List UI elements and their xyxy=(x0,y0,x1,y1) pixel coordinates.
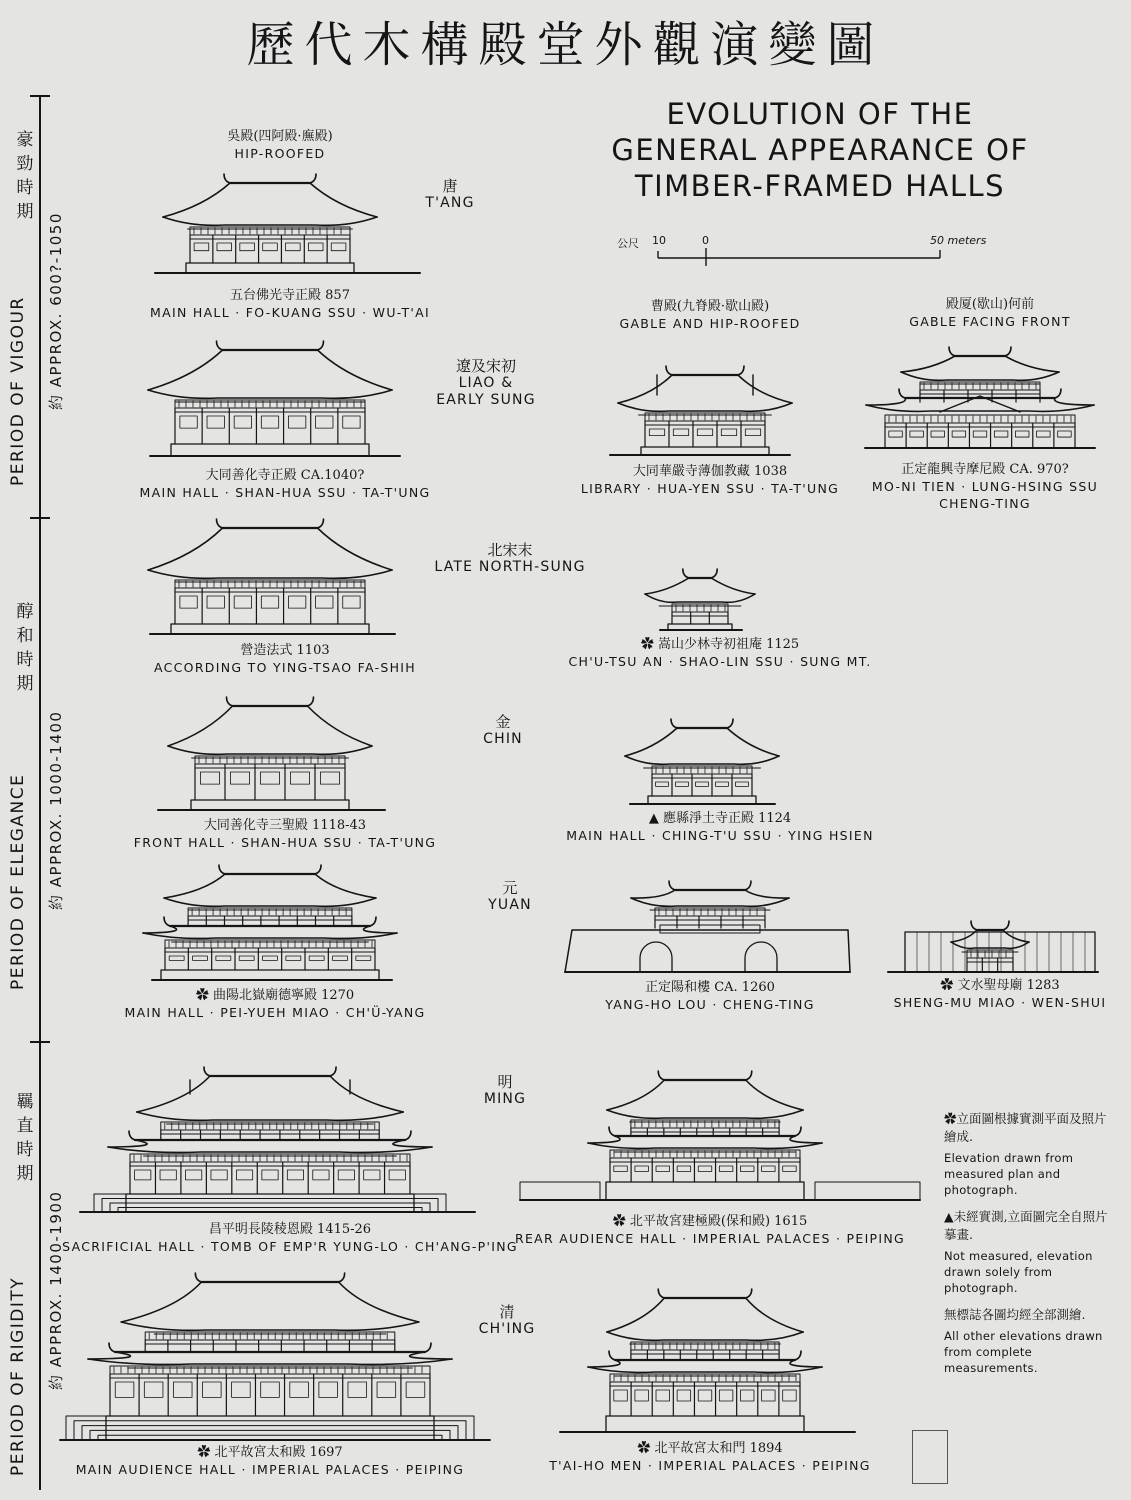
elevation-yang-ho-lou xyxy=(565,881,850,972)
dynasty-late-north-sung xyxy=(430,542,590,576)
dynasty-chin-cn: 金 xyxy=(495,713,511,731)
dynasty-chin xyxy=(443,714,563,748)
caption-chu-tsu-an-en: CH'U-TSU AN · SHAO-LIN SSU · SUNG MT. xyxy=(568,654,872,669)
caption-mo-ni-tien-en2: CHENG-TING xyxy=(939,496,1031,511)
caption-tai-ho-men-en: T'AI-HO MEN · IMPERIAL PALACES · PEIPING xyxy=(549,1458,871,1473)
period-rigidity-approx: 約 APPROX. 1400-1900 xyxy=(47,1190,65,1390)
dynasty-ming xyxy=(445,1074,565,1108)
caption-mo-ni-tien-en: MO-NI TIEN · LUNG-HSING SSU xyxy=(871,479,1099,494)
roof-type-gable-hip-en: GABLE AND HIP-ROOFED xyxy=(619,316,801,331)
caption-ying-tsao-en: ACCORDING TO YING-TSAO FA-SHIH xyxy=(154,660,416,675)
caption-ying-tsao xyxy=(120,642,450,676)
dynasty-tang-cn: 唐 xyxy=(442,177,458,195)
elevation-ying-tsao xyxy=(148,519,395,634)
caption-ying-tsao-cn: 營造法式 1103 xyxy=(240,643,330,658)
caption-mo-ni-tien xyxy=(855,461,1115,512)
note-measured-en: Elevation drawn from measured plan and photograph. xyxy=(944,1151,1074,1197)
caption-mo-ni-tien-cn: 正定龍興寺摩尼殿 CA. 970? xyxy=(901,462,1069,477)
dynasty-liao-en: LIAO & xyxy=(458,375,514,391)
dynasty-yuan-cn: 元 xyxy=(502,879,518,897)
dynasty-ching-cn: 清 xyxy=(499,1303,515,1321)
dynasty-late-north-sung-en: LATE NORTH-SUNG xyxy=(434,559,586,575)
caption-pei-yueh-cn: ✿ 曲陽北嶽廟德寧殿 1270 xyxy=(195,988,355,1003)
roof-type-gable-front-cn: 殿厦(歇山)何前 xyxy=(945,297,1035,312)
roof-type-gable-hip-cn: 曹殿(九脊殿·歇山殿) xyxy=(650,299,770,314)
elevation-mo-ni-tien xyxy=(865,347,1095,448)
period-vigour-cn-text: 豪勁時期 xyxy=(16,130,34,222)
elevation-sheng-mu xyxy=(888,921,1098,972)
period-rigidity-cn xyxy=(14,1090,36,1186)
period-elegance-cn xyxy=(14,600,36,696)
elevation-tai-ho-tien xyxy=(60,1273,490,1440)
caption-hua-yen-library-en: LIBRARY · HUA-YEN SSU · TA-T'UNG xyxy=(580,481,840,496)
caption-sheng-mu xyxy=(880,977,1120,1011)
dynasty-ming-cn: 明 xyxy=(497,1073,513,1091)
dynasty-ching-en: CH'ING xyxy=(478,1321,536,1337)
period-rigidity-en: PERIOD OF RIGIDITY xyxy=(8,1276,28,1476)
caption-tai-ho-tien-cn: ✿ 北平故宮太和殿 1697 xyxy=(197,1445,343,1460)
scale-bar xyxy=(658,248,940,266)
period-elegance-cn-text: 醇和時期 xyxy=(16,602,34,694)
period-rigidity-cn-text: 羈直時期 xyxy=(16,1092,34,1184)
scale-unit: 公尺 xyxy=(617,237,639,250)
period-elegance-approx: 約 APPROX. 1000-1400 xyxy=(47,710,65,910)
dynasty-tang-en: T'ANG xyxy=(425,195,475,211)
chinese-title: 歷代木構殿堂外觀演變圖 xyxy=(246,17,885,73)
caption-fo-kuang-en: MAIN HALL · FO-KUANG SSU · WU-T'AI xyxy=(150,305,430,320)
caption-chien-chi-tien-en: REAR AUDIENCE HALL · IMPERIAL PALACES · PEIPING xyxy=(514,1231,906,1246)
caption-hua-yen-library xyxy=(570,463,850,497)
elevation-pei-yueh xyxy=(143,865,397,980)
dynasty-chin-en: CHIN xyxy=(483,731,523,747)
dynasty-ching xyxy=(447,1304,567,1338)
note-measured-cn: ✿立面圖根據實測平面及照片繪成. xyxy=(944,1111,1107,1144)
caption-fo-kuang xyxy=(120,287,460,321)
caption-yang-ho-lou-cn: 正定陽和樓 CA. 1260 xyxy=(645,980,775,995)
caption-pei-yueh-en: MAIN HALL · PEI-YUEH MIAO · CH'Ü-YANG xyxy=(124,1005,426,1020)
caption-ching-tu-cn: ▲ 應縣淨土寺正殿 1124 xyxy=(648,811,792,826)
caption-chang-ling-en: SACRIFICIAL HALL · TOMB OF EMP'R YUNG-LO · CH'ANG-P'ING xyxy=(62,1239,518,1254)
caption-tai-ho-tien xyxy=(70,1444,470,1478)
note-complete-cn: 無標誌各圖均經全部測繪. xyxy=(944,1307,1086,1322)
caption-tai-ho-men xyxy=(530,1440,890,1474)
elevation-fo-kuang xyxy=(155,174,420,273)
period-vigour-en: PERIOD OF VIGOUR xyxy=(8,296,28,486)
elevation-chang-ling xyxy=(80,1067,475,1212)
roof-type-gable-front xyxy=(870,296,1110,330)
roof-type-gable-hip xyxy=(590,298,830,332)
legend-notes xyxy=(944,1110,1114,1376)
caption-hua-yen-library-cn: 大同華嚴寺薄伽教藏 1038 xyxy=(632,464,788,479)
caption-shan-hua-front xyxy=(110,817,460,851)
caption-shan-hua-front-en: FRONT HALL · SHAN-HUA SSU · TA-T'UNG xyxy=(133,835,437,850)
caption-yang-ho-lou xyxy=(580,979,840,1013)
caption-tai-ho-tien-en: MAIN AUDIENCE HALL · IMPERIAL PALACES · PEIPING xyxy=(75,1462,465,1477)
caption-chien-chi-tien-cn: ✿ 北平故宮建極殿(保和殿) 1615 xyxy=(612,1214,808,1229)
dynasty-liao xyxy=(426,358,546,409)
english-title-line-3: TIMBER-FRAMED HALLS xyxy=(634,169,1006,203)
caption-chang-ling xyxy=(60,1221,520,1255)
roof-type-gable-front-en: GABLE FACING FRONT xyxy=(909,314,1071,329)
dynasty-late-north-sung-cn: 北宋末 xyxy=(487,541,533,559)
caption-shan-hua-main xyxy=(110,467,460,501)
period-elegance-en: PERIOD OF ELEGANCE xyxy=(8,773,28,990)
elevation-chu-tsu-an xyxy=(645,569,755,630)
caption-ching-tu xyxy=(540,810,900,844)
caption-chien-chi-tien xyxy=(510,1213,910,1247)
caption-fo-kuang-cn: 五台佛光寺正殿 857 xyxy=(230,288,350,303)
caption-ching-tu-en: MAIN HALL · CHING-T'U SSU · YING HSIEN xyxy=(566,828,874,843)
caption-tai-ho-men-cn: ✿ 北平故宮太和門 1894 xyxy=(637,1441,783,1456)
scale-left-label: 10 xyxy=(652,234,666,247)
caption-shan-hua-main-en: MAIN HALL · SHAN-HUA SSU · TA-T'UNG xyxy=(139,485,431,500)
caption-shan-hua-front-cn: 大同善化寺三聖殿 1118-43 xyxy=(203,818,367,833)
roof-type-hip-en: HIP-ROOFED xyxy=(234,146,326,161)
roof-type-hip-cn: 吳殿(四阿殿·廡殿) xyxy=(227,129,333,144)
roof-type-hip xyxy=(160,128,400,162)
dynasty-yuan xyxy=(450,880,570,914)
english-title-line-2: GENERAL APPEARANCE OF xyxy=(611,133,1029,167)
caption-chang-ling-cn: 昌平明長陵稜恩殿 1415-26 xyxy=(208,1222,372,1237)
scale-zero-label: 0 xyxy=(702,234,709,247)
elevation-ching-tu xyxy=(625,719,779,804)
dynasty-liao-cn: 遼及宋初 xyxy=(455,357,516,375)
caption-chu-tsu-an-cn: ✿ 嵩山少林寺初祖庵 1125 xyxy=(640,637,800,652)
caption-pei-yueh xyxy=(100,987,450,1021)
period-vigour-cn xyxy=(14,128,36,224)
dynasty-yuan-en: YUAN xyxy=(488,897,532,913)
elevation-shan-hua-front xyxy=(158,697,385,810)
english-title-line-1: EVOLUTION OF THE xyxy=(666,97,974,131)
elevation-shan-hua-main xyxy=(148,341,400,456)
note-photo-en: Not measured, elevation drawn solely from photograph. xyxy=(944,1249,1093,1295)
caption-sheng-mu-en: SHENG-MU MIAO · WEN-SHUI xyxy=(893,995,1107,1010)
dynasty-liao-en2: EARLY SUNG xyxy=(436,392,536,408)
dynasty-ming-en: MING xyxy=(483,1091,527,1107)
elevation-hua-yen-library xyxy=(610,366,792,455)
elevation-tai-ho-men xyxy=(560,1289,855,1432)
caption-sheng-mu-cn: ✿ 文水聖母廟 1283 xyxy=(940,978,1060,993)
caption-yang-ho-lou-en: YANG-HO LOU · CHENG-TING xyxy=(605,997,815,1012)
period-vigour-approx: 約 APPROX. 600?-1050 xyxy=(47,212,65,410)
scale-right-label: 50 meters xyxy=(930,234,987,247)
caption-shan-hua-main-cn: 大同善化寺正殿 CA.1040? xyxy=(205,468,365,483)
caption-chu-tsu-an xyxy=(540,636,900,670)
seal-stamp xyxy=(912,1430,948,1484)
note-complete-en: All other elevations drawn from complete measurements. xyxy=(944,1329,1103,1375)
dynasty-tang xyxy=(390,178,510,212)
note-photo-cn: ▲未經實測,立面圖完全自照片摹畫. xyxy=(944,1209,1108,1242)
elevation-chien-chi-tien xyxy=(520,1071,920,1200)
